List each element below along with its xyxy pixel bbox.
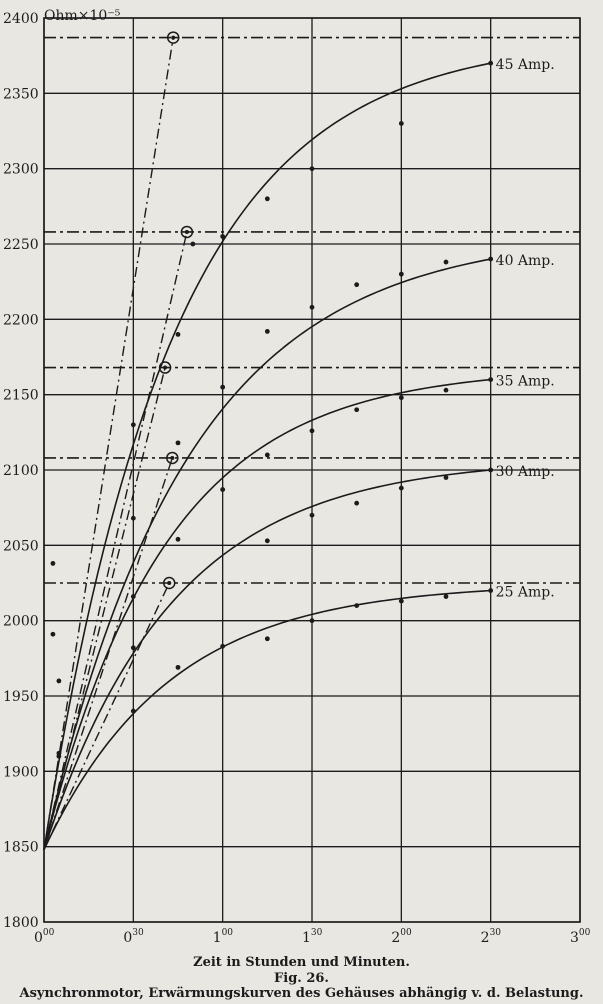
data-point — [131, 516, 136, 521]
data-point — [488, 377, 493, 382]
data-point — [131, 645, 136, 650]
data-point — [190, 242, 195, 247]
data-point — [176, 537, 181, 542]
data-point — [51, 632, 56, 637]
tangent-marker-inner — [167, 581, 171, 585]
x-tick-label: $0^{30}$ — [123, 928, 144, 946]
tangent-line — [44, 583, 169, 850]
data-point — [310, 305, 315, 310]
data-point — [488, 257, 493, 262]
data-point — [131, 709, 136, 714]
x-tick-label: $2^{30}$ — [480, 928, 502, 946]
data-point — [265, 453, 270, 458]
y-tick-label: 2100 — [3, 463, 39, 479]
x-axis-caption: Zeit in Stunden und Minuten. — [193, 955, 410, 970]
data-point — [399, 486, 404, 491]
y-tick-label: 2250 — [3, 237, 39, 253]
tangent-line — [44, 458, 172, 850]
data-point — [131, 422, 136, 427]
y-tick-label: 2200 — [3, 312, 39, 329]
x-tick-label: $1^{30}$ — [302, 928, 323, 946]
x-tick-label: $0^{00}$ — [34, 928, 55, 946]
curve-2 — [44, 259, 491, 850]
series-label: 35 Amp. — [495, 373, 555, 390]
data-point — [488, 468, 493, 473]
data-point — [444, 260, 449, 265]
data-point — [265, 196, 270, 201]
data-point — [399, 599, 404, 604]
data-point — [310, 428, 315, 433]
data-point — [310, 513, 315, 518]
data-point — [265, 329, 270, 334]
data-point — [51, 561, 56, 566]
data-point — [444, 594, 449, 599]
data-point — [265, 636, 270, 641]
y-tick-label: 2300 — [3, 161, 39, 178]
series-label: 40 Amp. — [495, 253, 555, 270]
data-point — [265, 538, 270, 543]
data-point — [220, 487, 225, 492]
y-tick-label: 2350 — [3, 86, 39, 103]
data-point — [488, 588, 493, 593]
y-tick-label: 1950 — [3, 689, 39, 705]
data-point — [220, 234, 225, 239]
data-point — [399, 272, 404, 277]
x-tick-label: $2^{00}$ — [391, 928, 412, 946]
curve-5 — [44, 591, 491, 850]
data-point — [354, 501, 359, 506]
curve-4 — [44, 470, 491, 850]
y-tick-label: 2050 — [3, 538, 39, 555]
tangent-marker-inner — [185, 230, 189, 234]
tangent-marker-inner — [163, 366, 167, 370]
y-tick-label: 1900 — [3, 764, 39, 781]
x-tick-label: $1^{00}$ — [212, 928, 234, 946]
tangent-lines — [44, 32, 192, 850]
figure-number: Fig. 26. — [274, 971, 329, 986]
x-tick-label: $3^{00}$ — [570, 928, 591, 946]
data-point — [176, 440, 181, 445]
tangent-line — [44, 232, 187, 850]
y-axis-label: Ohm×10⁻⁵ — [44, 8, 121, 24]
data-point — [399, 121, 404, 126]
data-point — [56, 679, 61, 684]
y-tick-label: 2150 — [3, 387, 39, 404]
series-label: 30 Amp. — [495, 464, 555, 480]
y-tick-label: 1850 — [3, 839, 39, 856]
y-tick-label: 1800 — [3, 915, 39, 931]
data-point — [131, 594, 136, 599]
data-point — [354, 603, 359, 608]
y-tick-label: 2000 — [3, 613, 39, 630]
tangent-line — [44, 38, 173, 850]
data-point — [176, 665, 181, 670]
data-point — [310, 166, 315, 171]
series-label: 25 Amp. — [495, 584, 555, 601]
data-point — [488, 61, 493, 66]
data-point — [354, 407, 359, 412]
tangent-marker-inner — [171, 36, 175, 40]
curve-3 — [44, 380, 491, 850]
data-point — [56, 754, 61, 759]
data-point — [354, 282, 359, 287]
data-point — [444, 475, 449, 480]
data-points — [51, 61, 494, 759]
data-point — [220, 644, 225, 649]
data-point — [220, 385, 225, 390]
data-point — [444, 388, 449, 393]
data-point — [310, 618, 315, 623]
tangent-marker-inner — [170, 456, 174, 460]
data-point — [399, 395, 404, 400]
y-tick-label: 2400 — [3, 11, 39, 27]
series-labels — [496, 57, 555, 600]
figure-description: Asynchronmotor, Erwärmungskurven des Gehäuses abhängig v. d. Belastung. — [19, 986, 584, 1001]
data-point — [176, 332, 181, 337]
series-label: 45 Amp. — [495, 57, 555, 74]
